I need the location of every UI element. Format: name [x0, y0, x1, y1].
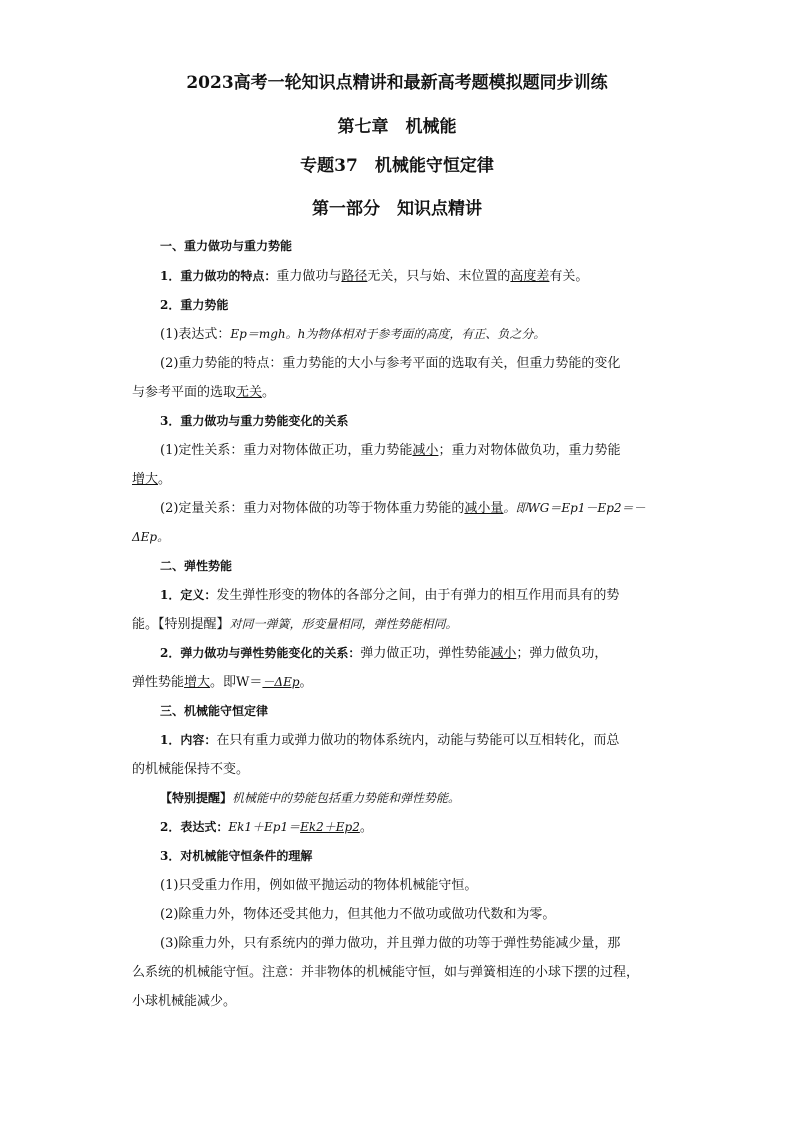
- s3-paragraph-6: (2)除重力外，物体还受其他力，但其他力不做功或做功代数和为零。: [160, 907, 556, 922]
- chapter-title: 第七章 机械能: [337, 117, 457, 137]
- section-2-heading: 二、弹性势能: [160, 559, 233, 573]
- part-title: 第一部分 知识点精讲: [312, 199, 482, 219]
- s2-p2-underline-2: 增大: [184, 675, 211, 690]
- s3-paragraph-7-line-2: 么系统的机械能守恒。注意：并非物体的机械能守恒，如与弹簧相连的小球下摆的过程，: [132, 965, 640, 980]
- s2-p2-underline-1: 减小: [490, 646, 517, 661]
- s1-p3-formula: Ep＝mgh: [230, 327, 286, 341]
- s2-p2-text-e: 。: [299, 675, 313, 690]
- s1-p6-underline-2: 增大: [132, 472, 159, 487]
- s1-p6-underline-1: 减小: [412, 443, 439, 458]
- s1-paragraph-7-line-2: ΔEp。: [132, 530, 170, 544]
- s1-p1-text-b: 无关，只与始、末位置的: [367, 269, 511, 284]
- s2-p2-text-b: ；弹力做负功，: [516, 646, 608, 661]
- s3-paragraph-4: 3．对机械能守恒条件的理解: [160, 849, 313, 863]
- s2-p2-formula: －ΔEp: [262, 675, 300, 689]
- s1-paragraph-3: [132, 320, 662, 349]
- s1-p7-text-a: (2)定量关系：重力对物体做的功等于物体重力势能的: [160, 501, 465, 516]
- s3-paragraph-3: [132, 813, 662, 842]
- s3-p3-label: 2．表达式：: [160, 820, 229, 834]
- s1-p3-text: (1)表达式：: [160, 327, 231, 342]
- s3-paragraph-7-line-1: (3)除重力外，只有系统内的弹力做功，并且弹力做的功等于弹性势能减少量，那: [160, 936, 621, 951]
- s3-p2-note: 机械能中的势能包括重力势能和弹性势能。: [232, 791, 461, 805]
- s1-p1-text-a: 重力做功与: [276, 269, 342, 284]
- s1-p1-text-c: 有关。: [549, 269, 589, 284]
- document-body: [132, 232, 662, 1016]
- s1-paragraph-4-line-1: (2)重力势能的特点：重力势能的大小与参考平面的选取有关，但重力势能的变化: [160, 356, 621, 371]
- s1-paragraph-6-line-2: [132, 465, 662, 494]
- s1-paragraph-7-line-1: [132, 494, 662, 523]
- s2-p1-note: 对同一弹簧，形变量相同，弹性势能相同。: [229, 617, 458, 631]
- s1-paragraph-1: [132, 262, 662, 291]
- s1-paragraph-4-line-2: [132, 378, 662, 407]
- s2-p1-text: 发生弹性形变的物体的各部分之间，由于有弹力的相互作用而具有的势: [216, 588, 620, 603]
- s3-p3-formula-a: Ek1＋Ep1＝: [228, 820, 301, 834]
- s3-p1-text: 在只有重力或弹力做功的物体系统内，动能与势能可以互相转化，而总: [216, 733, 620, 748]
- s1-paragraph-2: 2．重力势能: [160, 298, 229, 312]
- s3-paragraph-2: [132, 784, 662, 813]
- s3-paragraph-1-line-1: [132, 726, 662, 755]
- s3-paragraph-7-line-3: 小球机械能减少。: [132, 994, 237, 1009]
- s2-p2-text-d: 。即W＝: [210, 675, 263, 690]
- section-3-heading: 三、机械能守恒定律: [160, 704, 269, 718]
- s2-p2-text-a: 弹力做正功，弹性势能: [360, 646, 491, 661]
- s1-paragraph-6-line-1: [132, 436, 662, 465]
- s1-p4-text-b: 。: [262, 385, 276, 400]
- s3-p1-label: 1．内容：: [160, 733, 217, 747]
- s1-p7-formula: 。即WG＝Ep1－Ep2＝－: [503, 501, 646, 515]
- s1-p1-underline-1: 路径: [341, 269, 368, 284]
- s1-p1-underline-2: 高度差: [510, 269, 550, 284]
- s2-p2-label: 2．弹力做功与弹性势能变化的关系：: [160, 646, 361, 660]
- s2-paragraph-1-line-2: [132, 610, 662, 639]
- s1-p6-text-c: 。: [158, 472, 172, 487]
- s2-paragraph-1-line-1: [132, 581, 662, 610]
- s2-p2-text-c: 弹性势能: [132, 675, 185, 690]
- s1-p7-underline: 减小量: [464, 501, 504, 516]
- document-title: 2023高考一轮知识点精讲和最新高考题模拟题同步训练: [186, 73, 608, 93]
- s1-paragraph-5: 3．重力做功与重力势能变化的关系: [160, 414, 349, 428]
- s1-p4-text-a: 与参考平面的选取: [132, 385, 237, 400]
- s2-p1-label: 1．定义：: [160, 588, 217, 602]
- s3-p3-text: 。: [359, 820, 373, 835]
- s3-paragraph-1-line-2: 的机械能保持不变。: [132, 762, 250, 777]
- s1-p4-underline: 无关: [236, 385, 263, 400]
- s1-p6-text-a: (1)定性关系：重力对物体做正功，重力势能: [160, 443, 413, 458]
- topic-title: 专题37 机械能守恒定律: [300, 156, 494, 176]
- section-1-heading: 一、重力做功与重力势能: [160, 239, 293, 253]
- s3-paragraph-5: (1)只受重力作用，例如做平抛运动的物体机械能守恒。: [160, 878, 478, 893]
- s2-paragraph-2-line-2: [132, 668, 662, 697]
- s1-p3-note: 。h为物体相对于参考面的高度，有正、负之分。: [285, 327, 546, 341]
- s3-p3-formula-underline: Ek2＋Ep2: [300, 820, 360, 834]
- s1-p1-label: 1．重力做功的特点：: [160, 269, 277, 283]
- s3-p2-label: 【特别提醒】: [160, 791, 233, 805]
- s2-paragraph-2-line-1: [132, 639, 662, 668]
- s1-p6-text-b: ；重力对物体做负功，重力势能: [438, 443, 621, 458]
- s2-p1-text-b: 能。【特别提醒】: [132, 617, 230, 632]
